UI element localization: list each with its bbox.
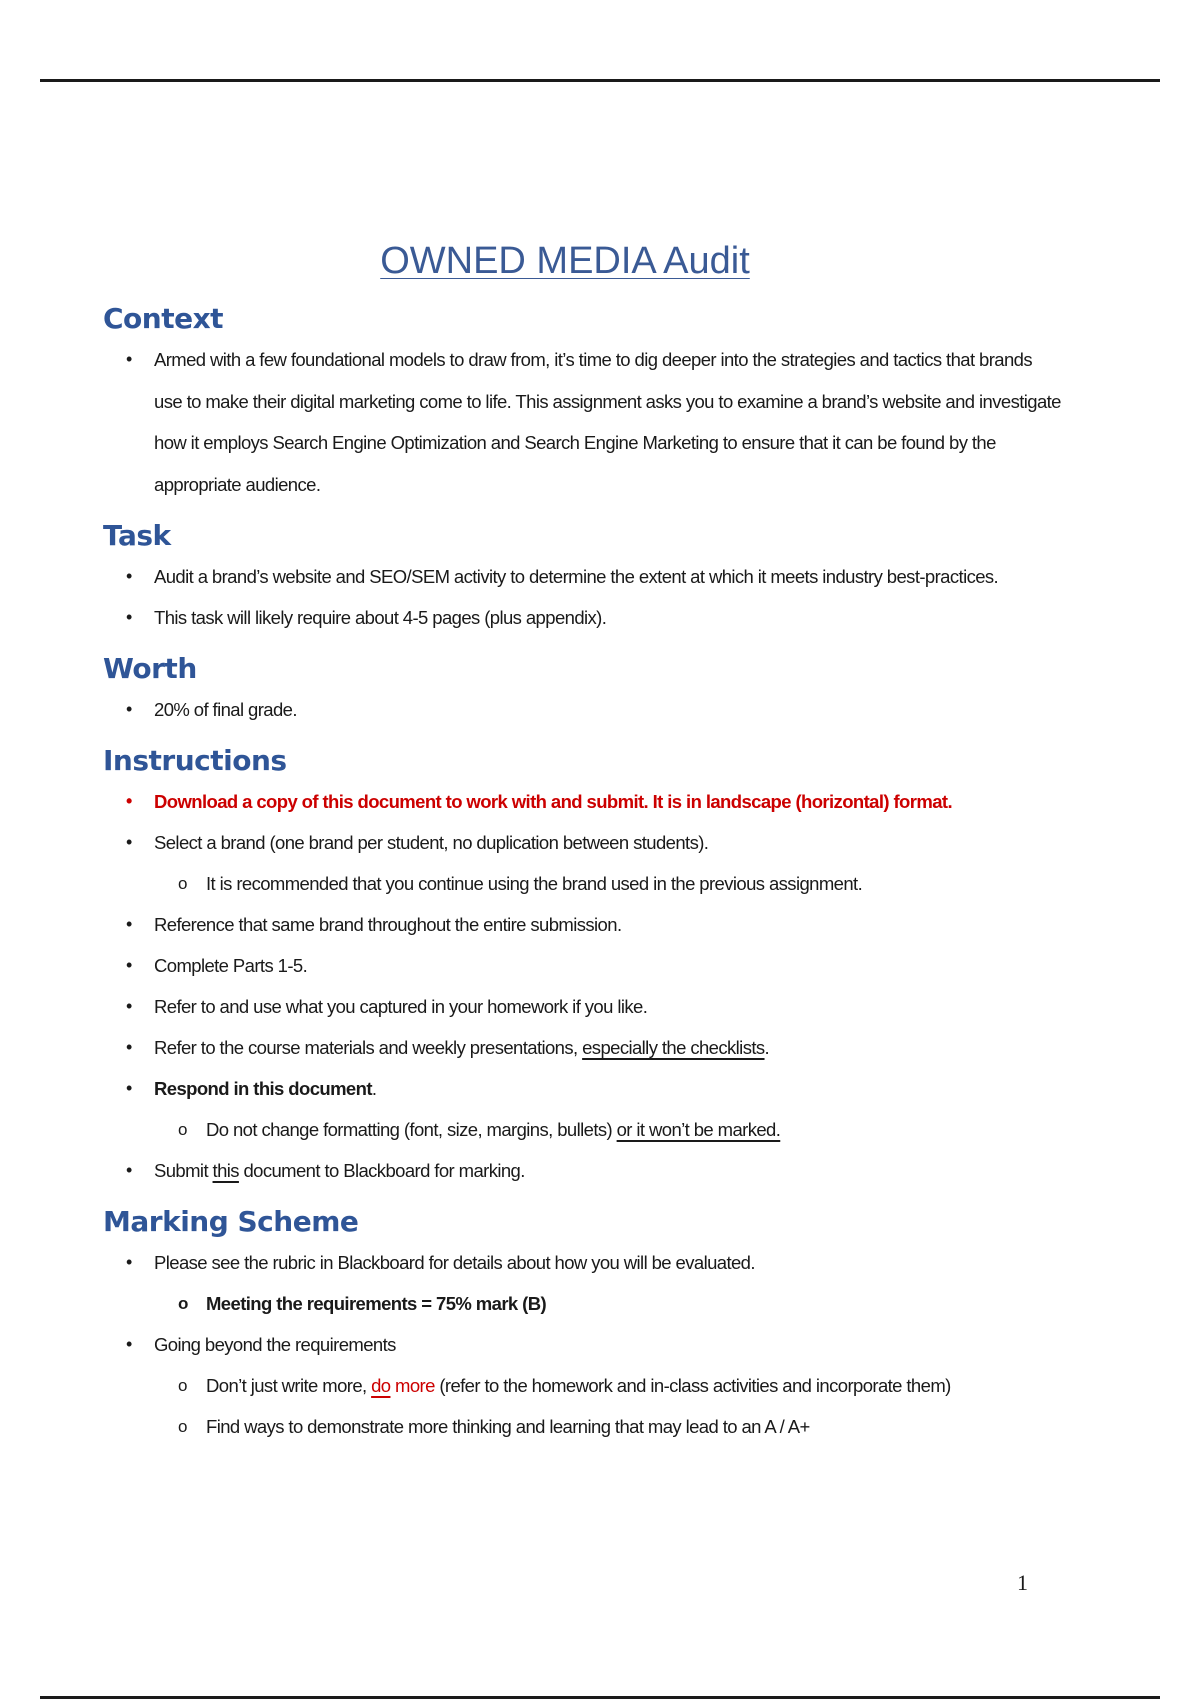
respond-emphasis: Respond in this document — [154, 1078, 372, 1099]
worth-list — [103, 689, 1063, 730]
header-rule — [40, 79, 1160, 82]
instructions-list — [103, 781, 1063, 1191]
text-span: Refer to the course materials and weekly presentations, — [154, 1037, 583, 1058]
page-number: 1 — [1017, 1570, 1028, 1595]
list-item — [103, 1068, 1063, 1109]
text-span: more — [390, 1375, 435, 1396]
list-item — [103, 1027, 1063, 1068]
sub-list-item: o Meeting the requirements = 75% mark (B) — [103, 1283, 1063, 1324]
text-span: Do not change formatting (font, size, margins, bullets) — [206, 1119, 617, 1140]
list-item: • This task will likely require about 4-5 pages (plus appendix). — [103, 597, 1063, 638]
text-span: Don’t just write more, — [206, 1375, 372, 1396]
section-heading-instructions: Instructions — [103, 744, 287, 777]
text-span: (refer to the homework and in-class activities and incorporate them) — [434, 1375, 951, 1396]
section-instructions — [103, 744, 1063, 1191]
section-heading-worth: Worth — [103, 652, 197, 685]
list-item: • Going beyond the requirements — [103, 1324, 1063, 1365]
do-underline: do — [371, 1375, 391, 1396]
section-context — [103, 302, 1063, 505]
text-span: Submit — [154, 1160, 213, 1181]
list-item: • 20% of final grade. — [103, 689, 1063, 730]
text-span: document to Blackboard for marking. — [238, 1160, 525, 1181]
marking-list — [103, 1242, 1063, 1447]
task-list — [103, 556, 1063, 638]
list-item: • Please see the rubric in Blackboard for details about how you will be evaluated. — [103, 1242, 1063, 1283]
document-body — [103, 302, 1063, 1447]
text-span: . — [764, 1037, 770, 1058]
this-emphasis: this — [212, 1160, 239, 1181]
section-marking-scheme — [103, 1205, 1063, 1447]
checklists-emphasis: especially the checklists — [582, 1037, 765, 1058]
section-heading-task: Task — [103, 519, 171, 552]
list-item: • Select a brand (one brand per student, no duplication between students). — [103, 822, 1063, 863]
context-list — [103, 339, 1063, 505]
list-item: • Refer to and use what you captured in your homework if you like. — [103, 986, 1063, 1027]
list-item: • Reference that same brand throughout the entire submission. — [103, 904, 1063, 945]
list-item — [103, 1150, 1063, 1191]
list-item: • Complete Parts 1-5. — [103, 945, 1063, 986]
do-more-emphasis — [371, 1375, 435, 1396]
not-marked-emphasis: or it won’t be marked. — [616, 1119, 781, 1140]
section-heading-context: Context — [103, 302, 224, 335]
document-title: OWNED MEDIA Audit — [380, 240, 750, 282]
sub-list-item — [103, 1109, 1063, 1150]
text-span: . — [371, 1078, 377, 1099]
list-item: • Audit a brand’s website and SEO/SEM activity to determine the extent at which it meets industry best-practices. — [103, 556, 1063, 597]
sub-list-item: o It is recommended that you continue using the brand used in the previous assignment. — [103, 863, 1063, 904]
sub-list-item: o Find ways to demonstrate more thinking and learning that may lead to an A / A+ — [103, 1406, 1063, 1447]
section-worth — [103, 652, 1063, 730]
section-task — [103, 519, 1063, 638]
footer-rule — [40, 1696, 1160, 1699]
download-instruction: • Download a copy of this document to work with and submit. It is in landscape (horizontal) format. — [103, 781, 1063, 822]
sub-list-item — [103, 1365, 1063, 1406]
section-heading-marking-scheme: Marking Scheme — [103, 1205, 359, 1238]
list-item: • Armed with a few foundational models to draw from, it’s time to dig deeper into the strategies and tactics that brands use to make their digital marketing come to life. This assignment asks you to examine a brand’s website and investigate how it employs Search Engine Optimization and Search Engine Marketing to ensure that it can be found by the appropriate audience. — [103, 339, 1063, 505]
